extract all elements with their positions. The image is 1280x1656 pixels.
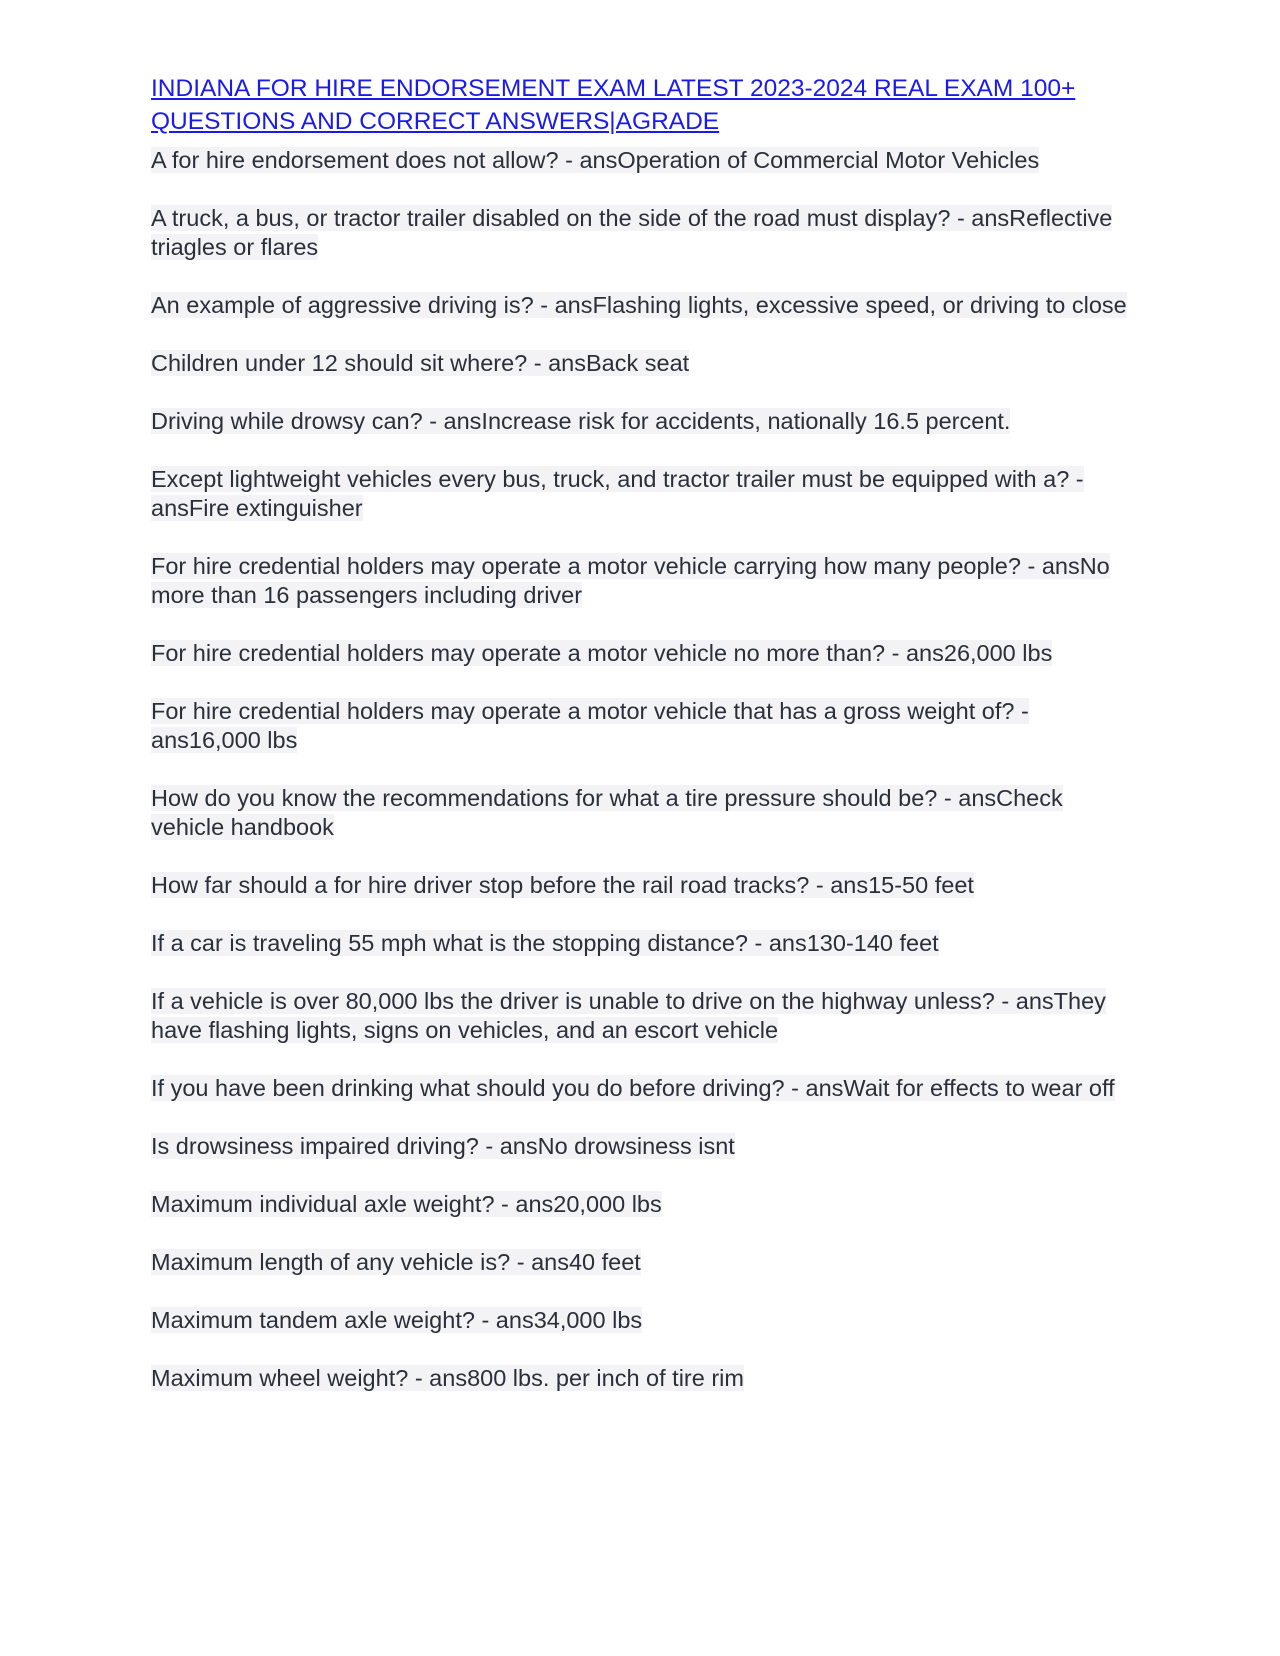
qa-entry (151, 407, 1141, 436)
qa-entry (151, 1190, 1141, 1219)
qa-entry (151, 639, 1141, 668)
qa-entry (151, 552, 1141, 610)
qa-entry (151, 929, 1141, 958)
qa-text: Maximum length of any vehicle is? - ans40 feet (151, 1249, 641, 1275)
qa-entry (151, 291, 1141, 320)
qa-text: If a car is traveling 55 mph what is the stopping distance? - ans130-140 feet (151, 930, 939, 956)
document-title-link[interactable]: INDIANA FOR HIRE ENDORSEMENT EXAM LATEST 2023-2024 REAL EXAM 100+ QUESTIONS AND CORRECT ANSWERS|AGRADE (151, 75, 1076, 135)
qa-text: Maximum tandem axle weight? - ans34,000 lbs (151, 1307, 643, 1333)
qa-text: How do you know the recommendations for what a tire pressure should be? - ansCheck vehicle handbook (151, 785, 1063, 840)
qa-text: A for hire endorsement does not allow? - ansOperation of Commercial Motor Vehicles (151, 147, 1040, 173)
qa-entry (151, 349, 1141, 378)
qa-entry (151, 1074, 1141, 1103)
qa-entry (151, 987, 1141, 1045)
qa-entry (151, 697, 1141, 755)
qa-entry (151, 204, 1141, 262)
qa-text: If you have been drinking what should you do before driving? - ansWait for effects to wear off (151, 1075, 1115, 1101)
qa-text: Children under 12 should sit where? - ansBack seat (151, 350, 690, 376)
qa-text: Except lightweight vehicles every bus, truck, and tractor trailer must be equipped with a? - ansFire extinguisher (151, 466, 1084, 521)
qa-text: For hire credential holders may operate a motor vehicle that has a gross weight of? - ans16,000 lbs (151, 698, 1029, 753)
qa-text: Is drowsiness impaired driving? - ansNo drowsiness isnt (151, 1133, 735, 1159)
document-page (151, 72, 1141, 1422)
qa-text: For hire credential holders may operate a motor vehicle no more than? - ans26,000 lbs (151, 640, 1053, 666)
qa-entry (151, 1364, 1141, 1393)
qa-entry (151, 784, 1141, 842)
qa-text: If a vehicle is over 80,000 lbs the driver is unable to drive on the highway unless? - ansThey have flashing lights, signs on vehicles, and an escort vehicle (151, 988, 1106, 1043)
qa-text: An example of aggressive driving is? - ansFlashing lights, excessive speed, or driving to close (151, 292, 1127, 318)
qa-entry (151, 465, 1141, 523)
qa-text: Maximum wheel weight? - ans800 lbs. per inch of tire rim (151, 1365, 744, 1391)
qa-text: Maximum individual axle weight? - ans20,000 lbs (151, 1191, 662, 1217)
qa-entry (151, 1306, 1141, 1335)
qa-text: Driving while drowsy can? - ansIncrease risk for accidents, nationally 16.5 percent. (151, 408, 1011, 434)
qa-entry (151, 146, 1141, 175)
qa-entry (151, 1248, 1141, 1277)
qa-text: For hire credential holders may operate a motor vehicle carrying how many people? - ansNo more than 16 passengers including driver (151, 553, 1110, 608)
qa-entry (151, 1132, 1141, 1161)
qa-entry (151, 871, 1141, 900)
qa-text: A truck, a bus, or tractor trailer disabled on the side of the road must display? - ansReflective triagles or flares (151, 205, 1113, 260)
qa-text: How far should a for hire driver stop before the rail road tracks? - ans15-50 feet (151, 872, 974, 898)
